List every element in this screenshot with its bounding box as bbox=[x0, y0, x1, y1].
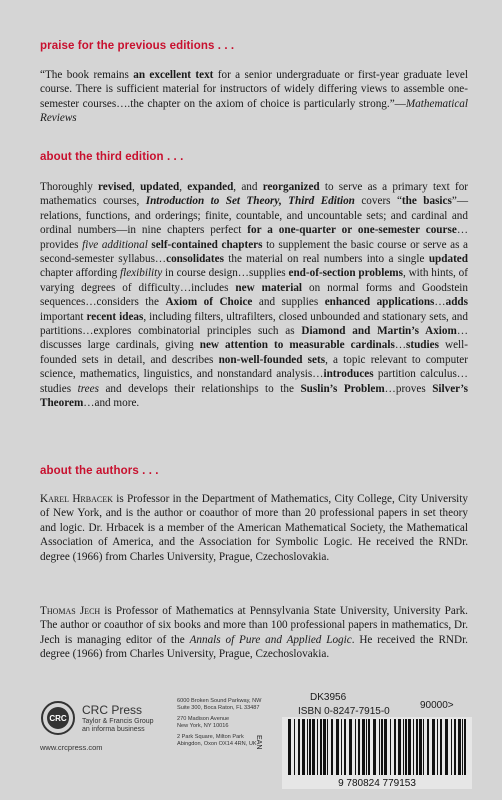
third-edition-text-segment: self-contained chapters bbox=[151, 238, 263, 251]
barcode-bar bbox=[288, 719, 291, 775]
third-edition-text-segment: adds bbox=[445, 296, 468, 309]
third-edition-text-segment: and supplies bbox=[252, 296, 325, 309]
barcode-bar bbox=[427, 719, 429, 775]
barcode-bar bbox=[344, 719, 346, 775]
third-edition-text-segment: reorganized bbox=[262, 181, 320, 193]
author-bio-hrbacek: Karel Hrbacek is Professor in the Department of Mathematics, City College, City University of New York, and is the author or coauthor of more than 20 professional papers in set theory and logic. Dr. Hrbacek is a member of the American Mathematical Society, the Mathematical Association of America, and the Association for Symbolic Logic. He received the RNDr. degree (1966) from Charles University, Prague, Czechoslovakia. bbox=[40, 493, 468, 563]
third-edition-text-segment: five additional bbox=[82, 238, 148, 251]
third-edition-text-segment: ”—relations, functions, and orderings; finite, countable, and uncountable sets; and cardinal and ordinal numbers—in nine chapters perfect bbox=[40, 195, 469, 237]
isbn: ISBN 0-8247-7915-0 bbox=[298, 706, 390, 717]
third-edition-text-segment: , bbox=[179, 181, 188, 193]
barcode-bar bbox=[416, 719, 418, 775]
barcode-bar bbox=[384, 719, 387, 775]
logo-text: CRC bbox=[49, 714, 67, 723]
barcode-bar bbox=[394, 719, 396, 775]
third-edition-text-segment: revised bbox=[98, 181, 133, 193]
third-edition-text-segment: enhanced applications bbox=[324, 296, 435, 309]
barcode-bar bbox=[440, 719, 442, 775]
third-edition-text-segment: to serve as a primary text for mathematics courses, bbox=[40, 181, 469, 208]
barcode-bar bbox=[432, 719, 435, 775]
third-edition-text-segment: new material bbox=[235, 281, 303, 294]
publisher-url: www.crcpress.com bbox=[40, 743, 103, 752]
barcode-bar bbox=[451, 719, 452, 775]
third-edition-text-segment: to supplement the basic course or serve as a second-semester syllabus… bbox=[40, 238, 469, 266]
barcode bbox=[282, 717, 472, 789]
third-edition-text-segment: …discusses large cardinals, giving bbox=[40, 325, 468, 352]
third-edition-text-segment: the basics bbox=[401, 195, 452, 208]
third-edition-text-segment: Suslin’s Problem bbox=[300, 382, 385, 395]
third-edition-text-segment: , a topic relevant to computer science, mathematics, linguistics, and nonstandard analysis… bbox=[40, 353, 468, 381]
barcode-bar bbox=[317, 719, 318, 775]
third-edition-text-segment: end-of-section problems bbox=[288, 267, 403, 280]
heading-authors: about the authors . . . bbox=[40, 465, 159, 477]
barcode-bar bbox=[358, 719, 360, 775]
third-edition-text-segment: , and bbox=[233, 181, 263, 193]
barcode-bar bbox=[423, 719, 424, 775]
barcode-bar bbox=[362, 719, 365, 775]
publisher-name: CRC Press bbox=[82, 703, 143, 717]
third-edition-text-segment: , bbox=[132, 181, 141, 193]
barcode-bar bbox=[309, 719, 311, 775]
third-edition-text-segment: introduces bbox=[323, 368, 374, 381]
third-edition-text-segment: studies bbox=[406, 339, 439, 352]
third-edition-text-segment: Diamond and Martin’s Axiom bbox=[301, 325, 457, 338]
barcode-bar bbox=[320, 719, 322, 775]
third-edition-text-segment: updated bbox=[140, 181, 180, 193]
barcode-bar bbox=[419, 719, 422, 775]
third-edition-text-segment: Axiom of Choice bbox=[165, 296, 253, 309]
barcode-bar bbox=[298, 719, 300, 775]
barcode-bar bbox=[366, 719, 367, 775]
barcode-bar bbox=[398, 719, 401, 775]
third-edition-text-segment: well-founded sets in detail, and describes bbox=[40, 339, 468, 366]
barcode-bar bbox=[323, 719, 326, 775]
third-edition-text-segment: flexibility bbox=[119, 267, 163, 280]
third-edition-text-segment: …and more. bbox=[83, 397, 140, 410]
barcode-bar bbox=[341, 719, 342, 775]
third-edition-text-segment: covers “ bbox=[354, 195, 402, 208]
publisher-group: Taylor & Francis Group an informa business bbox=[82, 718, 154, 733]
barcode-bar bbox=[355, 719, 356, 775]
third-edition-text-segment: on normal forms and Goodstein sequences…considers the bbox=[40, 281, 468, 309]
address-new-york: 270 Madison Avenue New York, NY 10016 bbox=[177, 716, 230, 729]
barcode-bar bbox=[368, 719, 370, 775]
third-edition-text-segment: , including filters, ultrafilters, closed unbounded and stationary sets, and partitions…explores combinatorial principles such as bbox=[40, 310, 468, 338]
third-edition-text-segment: updated bbox=[428, 253, 468, 266]
third-edition-text-segment: Silver’s Theorem bbox=[40, 382, 469, 410]
barcode-bar bbox=[349, 719, 352, 775]
heading-praise: praise for the previous editions . . . bbox=[40, 40, 235, 52]
barcode-bar bbox=[462, 719, 463, 775]
catalog-number: DK3956 bbox=[310, 692, 347, 703]
barcode-bar bbox=[445, 719, 448, 775]
third-edition-text-segment: , with hints, of varying degrees of difficulty…includes bbox=[40, 267, 468, 294]
third-edition-text-segment: …proves bbox=[384, 382, 433, 395]
third-edition-text-segment: new attention to measurable cardinals bbox=[199, 339, 395, 352]
barcode-bar bbox=[379, 719, 380, 775]
third-edition-text-segment: and develops their relationships to the bbox=[98, 382, 301, 395]
third-edition-text-segment: …provides bbox=[40, 224, 468, 251]
barcode-bar bbox=[307, 719, 308, 775]
barcode-bar bbox=[336, 719, 339, 775]
ean-label: EAN bbox=[255, 735, 262, 750]
barcode-bar bbox=[403, 719, 404, 775]
third-edition-text-segment: in course design…supplies bbox=[162, 267, 289, 280]
barcode-bar bbox=[390, 719, 391, 775]
barcode-bar bbox=[464, 719, 466, 775]
third-edition-text-segment: trees bbox=[77, 382, 99, 395]
third-edition-text-segment: recent ideas bbox=[86, 310, 144, 323]
barcode-bar bbox=[294, 719, 295, 775]
third-edition-text-segment: Thoroughly bbox=[40, 181, 99, 193]
third-edition-text-segment: Introduction to Set Theory, Third Edition bbox=[145, 195, 355, 208]
third-edition-text-segment: the material on real numbers into a single bbox=[223, 253, 429, 266]
barcode-bar bbox=[381, 719, 383, 775]
third-edition-text-segment: … bbox=[434, 296, 446, 309]
crc-logo bbox=[40, 700, 76, 736]
barcode-bar bbox=[408, 719, 411, 775]
third-edition-text-segment: for a one-quarter or one-semester course bbox=[247, 224, 457, 237]
heading-third-edition: about the third edition . . . bbox=[40, 151, 184, 163]
barcode-bar bbox=[331, 719, 333, 775]
barcode-bar bbox=[413, 719, 414, 775]
third-edition-text-segment: partition calculus…studies bbox=[40, 368, 468, 395]
barcode-bar bbox=[327, 719, 328, 775]
author-bio-jech: Thomas Jech is Professor of Mathematics at Pennsylvania State University, University Park. The author or coauthor of six books and more than 100 professional papers in mathematics, Dr. Jech is managing editor of the Annals of Pure and Applied Logic. He received the RNDr. degree (1966) from Charles University, Prague, Czechoslovakia. bbox=[40, 605, 468, 661]
address-boca-raton: 6000 Broken Sound Parkway, NW Suite 300, Boca Raton, FL 33487 bbox=[177, 698, 262, 711]
third-edition-text-segment: non-well-founded sets bbox=[218, 353, 326, 366]
third-edition-text-segment: … bbox=[394, 339, 406, 352]
third-edition-text-segment: chapter affording bbox=[40, 267, 120, 280]
third-edition-description bbox=[40, 180, 468, 411]
review-quote: “The book remains an excellent text for a senior undergraduate or first-year graduate level course. There is sufficient material for instructors of widely differing views to assemble one-semester courses….the chapter on the axiom of choice is particularly strong.”—Mathematical Reviews bbox=[40, 69, 468, 125]
third-edition-text-segment: consolidates bbox=[166, 253, 224, 266]
barcode-bar bbox=[458, 719, 461, 775]
barcode-bar bbox=[312, 719, 315, 775]
barcode-bar bbox=[454, 719, 456, 775]
barcode-bar bbox=[373, 719, 376, 775]
barcode-number: 9 780824 779153 bbox=[338, 778, 416, 789]
address-abingdon: 2 Park Square, Milton Park Abingdon, Oxon OX14 4RN, UK bbox=[177, 734, 257, 747]
third-edition-text-segment: expanded bbox=[187, 181, 234, 193]
third-edition-text-segment: important bbox=[40, 310, 87, 323]
price-code: 90000> bbox=[420, 700, 454, 711]
barcode-bar bbox=[437, 719, 438, 775]
barcode-bar bbox=[405, 719, 407, 775]
barcode-bar bbox=[302, 719, 305, 775]
